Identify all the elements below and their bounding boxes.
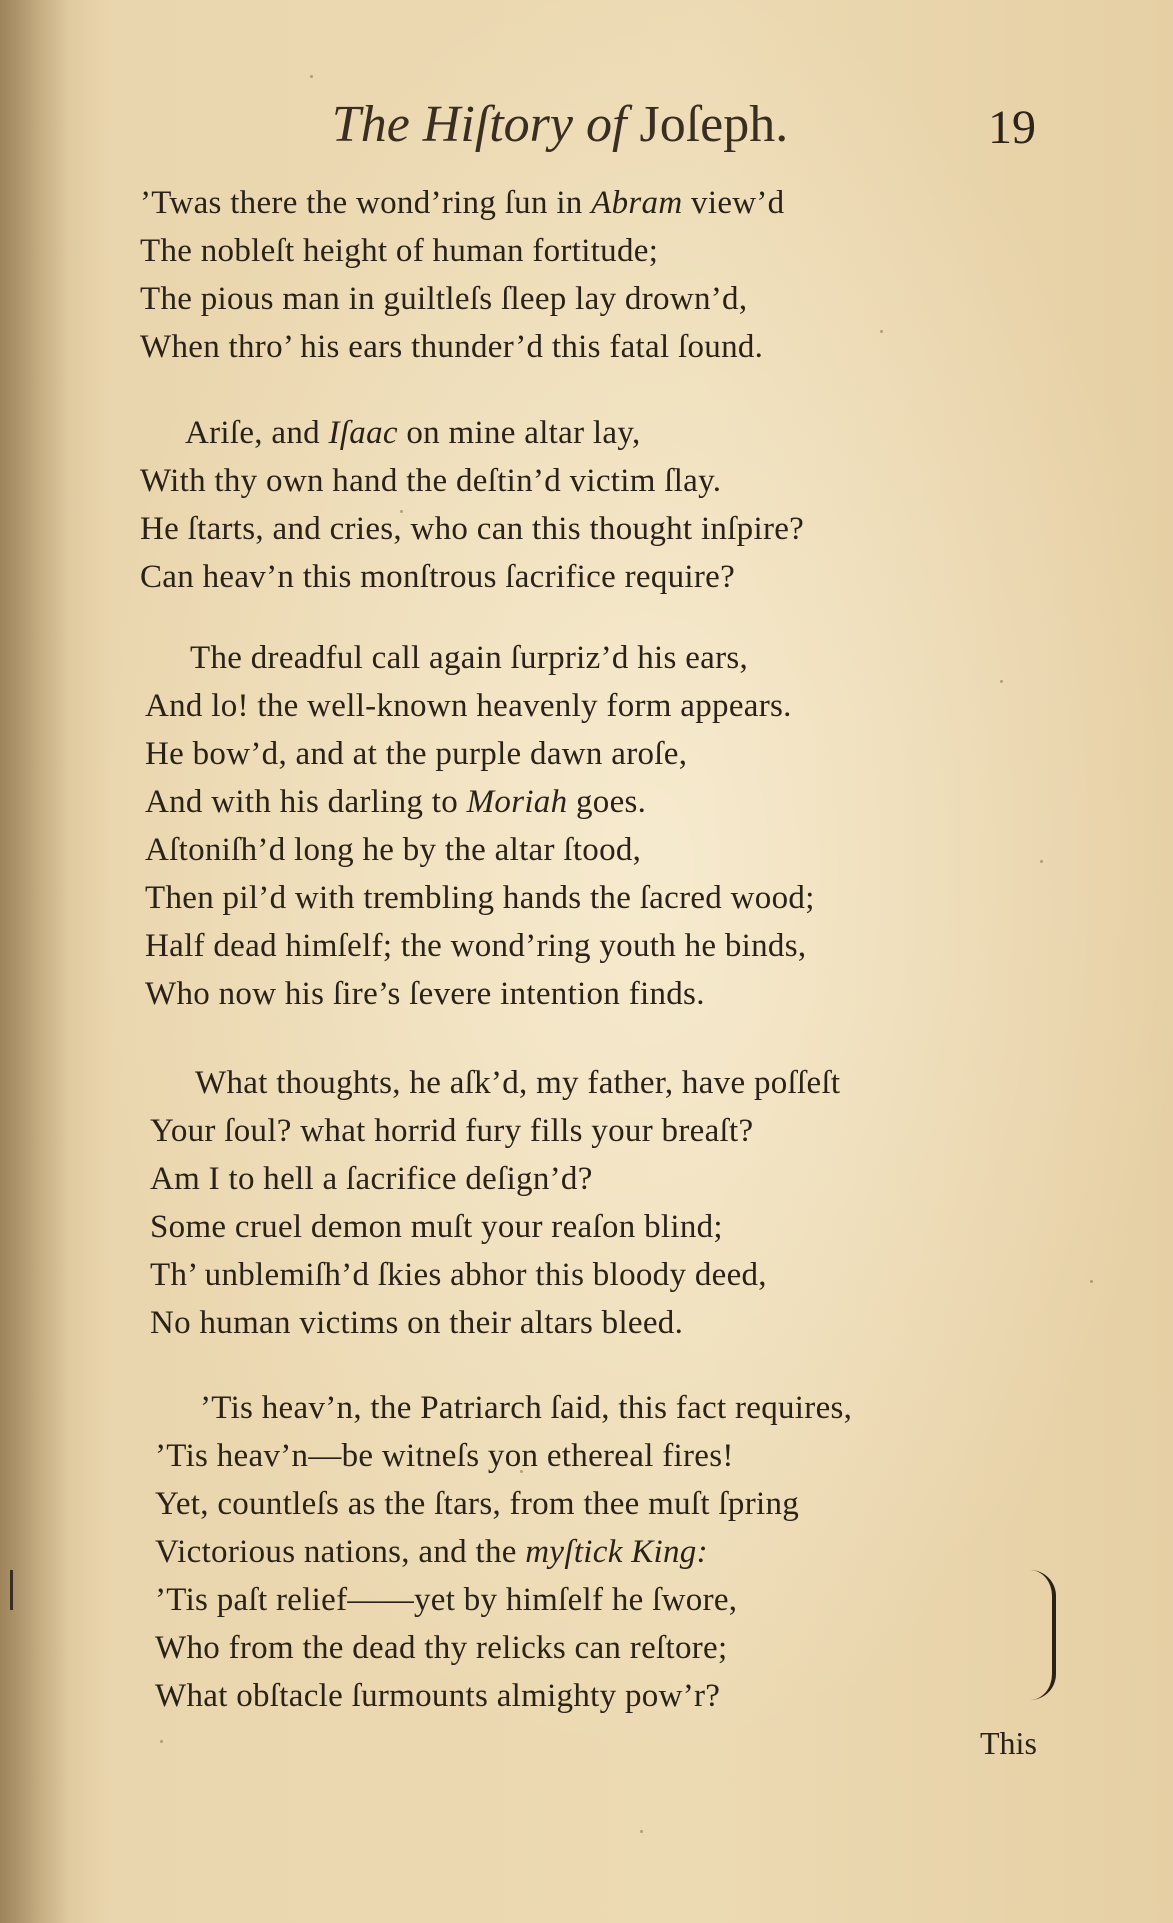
verse-line (145, 736, 687, 773)
verse-text: Some cruel demon muſt your reaſon blind; (150, 1209, 723, 1245)
verse-line (145, 928, 806, 965)
catchword: This (980, 1725, 1037, 1761)
verse-line (140, 511, 804, 548)
verse-text: Your ſoul? what horrid fury fills your breaſt? (150, 1113, 754, 1149)
verse-line (155, 1534, 708, 1571)
verse-line (200, 1390, 852, 1427)
triplet-brace (1030, 1570, 1056, 1700)
verse-text: What thoughts, he aſk’d, my father, have poſſeſt (195, 1065, 841, 1101)
verse-text: And with his darling to (145, 784, 467, 820)
verse-text: view’d (682, 185, 785, 221)
verse-line (145, 832, 641, 869)
verse-text: Victorious nations, and the (155, 1534, 526, 1570)
verse-text: Th’ unblemiſh’d ſkies abhor this bloody deed, (150, 1257, 767, 1293)
verse-line (140, 185, 785, 222)
verse-text: Aſtoniſh’d long he by the altar ſtood, (145, 832, 642, 868)
verse-line (145, 880, 815, 917)
paper-speck (880, 330, 883, 333)
verse-line (140, 463, 721, 500)
verse-line (150, 1161, 593, 1198)
verse-italic-name: Abram (591, 185, 683, 221)
verse-text: Then pil’d with trembling hands the ſacred wood; (145, 880, 815, 916)
verse-line (185, 415, 641, 452)
verse-text: And lo! the well-known heavenly form appears. (145, 688, 792, 724)
verse-line (155, 1438, 734, 1475)
verse-text: Half dead himſelf; the wond’ring youth he binds, (145, 928, 807, 964)
verse-line (145, 688, 792, 725)
paper-speck (1090, 1280, 1093, 1283)
verse-line (140, 281, 747, 318)
paper-speck (400, 510, 403, 513)
verse-text: Who now his ſire’s ſevere intention finds. (145, 976, 705, 1012)
verse-line (155, 1630, 727, 1667)
verse-text: Who from the dead thy relicks can reſtore; (155, 1630, 728, 1666)
verse-text: ’Twas there the wond’ring ſun in (140, 185, 592, 221)
paper-speck (160, 1740, 163, 1743)
verse-line (145, 976, 705, 1013)
verse-text: goes. (567, 784, 647, 820)
running-head (300, 95, 820, 154)
verse-text: The pious man in guiltleſs ſleep lay drown’d, (140, 281, 748, 317)
verse-line (155, 1678, 720, 1715)
paper-speck (520, 1470, 523, 1473)
verse-text: The nobleſt height of human fortitude; (140, 233, 659, 269)
verse-text: When thro’ his ears thunder’d this fatal ſound. (140, 329, 764, 365)
verse-line (150, 1257, 767, 1294)
verse-line (140, 329, 763, 366)
verse-line (150, 1209, 723, 1246)
verse-text: Can heav’n this monſtrous ſacrifice require? (140, 559, 736, 595)
paper-speck (1040, 860, 1043, 863)
running-head-upright: Joſeph. (639, 96, 789, 153)
verse-text: Ariſe, and (185, 415, 329, 451)
verse-line (145, 784, 646, 821)
verse-line (155, 1582, 737, 1619)
verse-text: He ſtarts, and cries, who can this thought inſpire? (140, 511, 805, 547)
verse-text: on mine altar lay, (397, 415, 641, 451)
page-number: 19 (988, 101, 1036, 154)
verse-line (150, 1305, 683, 1342)
paper-speck (310, 75, 313, 78)
verse-text: ’Tis heav’n, the Patriarch ſaid, this fact requires, (200, 1390, 853, 1426)
verse-text: He bow’d, and at the purple dawn aroſe, (145, 736, 688, 772)
verse-text: What obſtacle ſurmounts almighty pow’r? (155, 1678, 721, 1714)
verse-line (190, 640, 748, 677)
page-gutter-shadow (0, 0, 70, 1923)
verse-text: The dreadful call again ſurpriz’d his ears, (190, 640, 749, 676)
paper-speck (640, 1830, 643, 1833)
verse-text: Am I to hell a ſacrifice deſign’d? (150, 1161, 593, 1197)
verse-text: With thy own hand the deſtin’d victim ſlay. (140, 463, 722, 499)
verse-line (155, 1486, 799, 1523)
verse-text: No human victims on their altars bleed. (150, 1305, 684, 1341)
verse-line (140, 559, 735, 596)
verse-line (140, 233, 658, 270)
verse-italic-name: myſtick King: (525, 1534, 708, 1570)
margin-mark (10, 1570, 13, 1610)
verse-italic-name: Moriah (466, 784, 568, 820)
verse-text: ’Tis heav’n—be witneſs yon ethereal fires! (155, 1438, 734, 1474)
running-head-italic: The Hiſtory of (331, 96, 627, 153)
verse-italic-name: Iſaac (328, 415, 398, 451)
paper-speck (1000, 680, 1003, 683)
verse-line (150, 1113, 753, 1150)
verse-text: Yet, countleſs as the ſtars, from thee muſt ſpring (155, 1486, 800, 1522)
verse-line (195, 1065, 840, 1102)
verse-text: ’Tis paſt relief——yet by himſelf he ſwore, (155, 1582, 738, 1618)
